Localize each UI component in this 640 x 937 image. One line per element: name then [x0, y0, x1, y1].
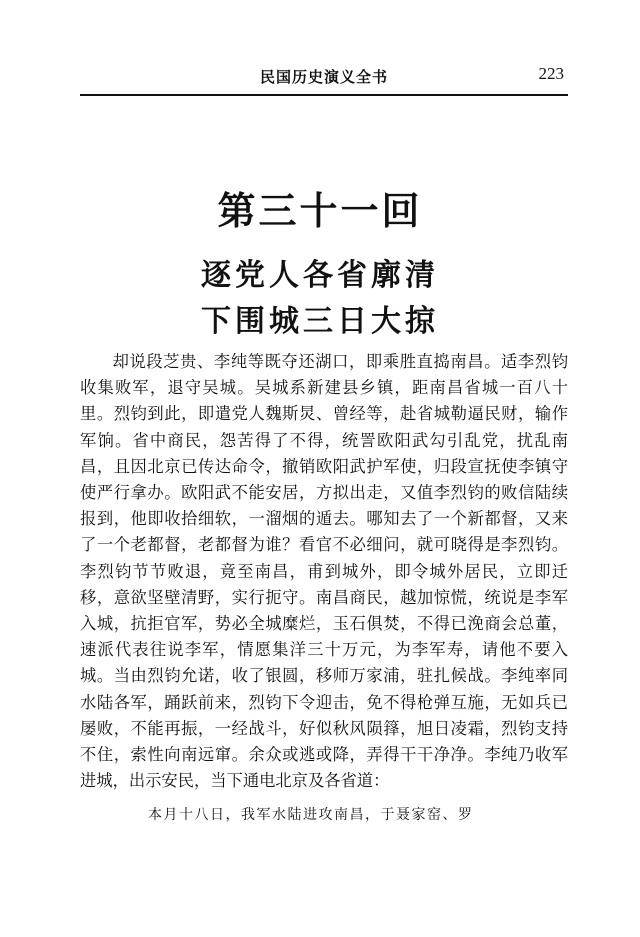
body-paragraph: 却说段芝贵、李纯等既夺还湖口，即乘胜直捣南昌。适李烈钧收集败军，退守吴城。吴城系新建县乡镇，距南昌省城一百八十里。烈钧到此，即遣党人魏斯炅、曾经等，赴省城勒逼民财，输作军饷。省中商民，怨苦得了不得，统詈欧阳武勾引乱党，扰乱南昌，且因北京已传达命令，撤销欧阳武护军使，归段宣抚使李镇守使严行拿办。欧阳武不能安居，方拟出走，又值李烈钧的败信陆续报到，他即收拾细软，一溜烟的遁去。哪知去了一个新都督，又来了一个老都督，老都督为谁？看官不必细问，就可晓得是李烈钧。李烈钧节节败退，竟至南昌，甫到城外，即令城外居民，立即迁移，意欲坚壁清野，实行扼守。南昌商民，越加惊慌，统说是李军入城，抗拒官军，势必全城糜烂，玉石俱焚，不得已浼商会总董，速派代表往说李军，情愿集洋三十万元，为李军寿，请他不要入城。当由烈钧允诺，收了银圆，移师万家浦，驻扎候战。李纯率同水陆各军，踊跃前来，烈钧下令迎击，免不得枪弹互施，无如兵已屡败，不能再振，一经战斗，好似秋风陨箨，旭日凌霜，烈钧支持不住，索性向南远窜。余众或逃或降，弄得干干净净。李纯乃收军进城，出示安民，当下通电北京及各省道：	[80, 352, 568, 791]
chapter-subtitle-line-1: 逐党人各省廓清	[201, 258, 439, 293]
page-header	[80, 64, 568, 96]
quoted-telegram-line: 本月十八日，我军水陆进攻南昌，于聂家窑、罗	[148, 807, 474, 823]
chapter-subtitle-line-2: 下围城三日大掠	[201, 304, 439, 339]
running-title: 民国历史演义全书	[260, 68, 389, 86]
page-number: 223	[538, 64, 564, 83]
chapter-number: 第三十一回	[217, 189, 423, 233]
